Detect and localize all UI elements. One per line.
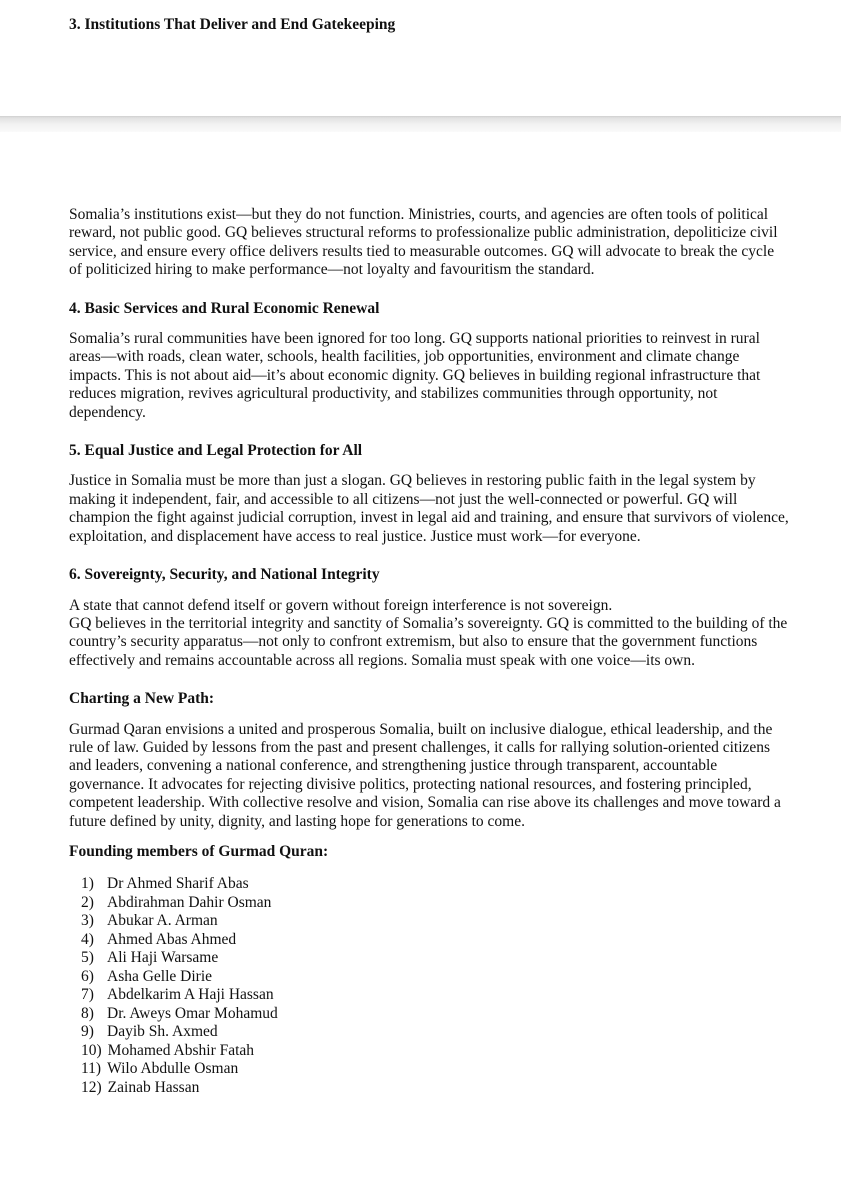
member-item	[81, 1005, 789, 1024]
member-name: Asha Gelle Dirie	[107, 967, 213, 985]
page-break-divider	[0, 116, 841, 132]
members-list	[69, 875, 789, 1097]
member-name: Abdelkarim A Haji Hassan	[107, 986, 274, 1004]
section-6-heading: 6. Sovereignty, Security, and National Integrity	[69, 566, 380, 584]
member-name: Zainab Hassan	[107, 1078, 200, 1096]
member-name: Wilo Abdulle Osman	[107, 1060, 239, 1078]
member-name: Ali Haji Warsame	[107, 949, 219, 967]
member-number: 12)	[81, 1078, 102, 1096]
member-item	[81, 1023, 789, 1042]
member-number: 9)	[81, 1023, 94, 1041]
member-name: Abukar A. Arman	[107, 912, 218, 930]
member-number: 4)	[81, 930, 94, 948]
section-5-body: Justice in Somalia must be more than just a slogan. GQ believes in restoring public faith in the legal system by making it independent, fair, and accessible to all citizens—not just the well-connected or powerful. GQ will champion the fight against judicial corruption, invest in legal aid and training, and ensure that survivors of violence, exploitation, and displacement have access to real justice. Justice must work—for everyone.	[69, 472, 789, 545]
member-name: Dr Ahmed Sharif Abas	[107, 875, 249, 893]
member-item	[81, 986, 789, 1005]
member-number: 7)	[81, 986, 94, 1004]
member-name: Ahmed Abas Ahmed	[107, 930, 237, 948]
section-4-body: Somalia’s rural communities have been ignored for too long. GQ supports national priorities to reinvest in rural areas—with roads, clean water, schools, health facilities, job opportunities, environment and climate change impacts. This is not about aid—it’s about economic dignity. GQ believes in building regional infrastructure that reduces migration, revives agricultural productivity, and stabilizes communities through opportunity, not dependency.	[69, 330, 761, 421]
page-content	[69, 206, 789, 1097]
member-item	[81, 949, 789, 968]
section-3-body: Somalia’s institutions exist—but they do not function. Ministries, courts, and agencies are often tools of political reward, not public good. GQ believes structural reforms to professionalize public administration, depoliticize civil service, and ensure every office delivers results tied to measurable outcomes. GQ will advocate to break the cycle of politicized hiring to make performance—not loyalty and favouritism the standard.	[69, 206, 778, 279]
member-item	[81, 875, 789, 894]
section-6-body-line2: GQ believes in the territorial integrity and sanctity of Somalia’s sovereignty. GQ is committed to the building of the country’s security apparatus—not only to confront extremism, but also to ensure that the government functions effectively and remains accountable across all regions. Somalia must speak with one voice—its own.	[69, 614, 788, 669]
members-heading: Founding members of Gurmad Quran:	[69, 842, 329, 860]
member-number: 2)	[81, 893, 94, 911]
charting-heading: Charting a New Path:	[69, 690, 215, 708]
member-name: Abdirahman Dahir Osman	[107, 893, 272, 911]
section-4-heading: 4. Basic Services and Rural Economic Renewal	[69, 299, 380, 317]
member-item	[81, 1042, 789, 1061]
member-number: 6)	[81, 967, 94, 985]
previous-page	[0, 0, 841, 118]
member-item	[81, 1060, 789, 1079]
member-name: Mohamed Abshir Fatah	[107, 1041, 255, 1059]
member-number: 1)	[81, 875, 94, 893]
member-number: 10)	[81, 1041, 102, 1059]
member-name: Dr. Aweys Omar Mohamud	[107, 1004, 278, 1022]
member-item	[81, 1079, 789, 1098]
member-number: 3)	[81, 912, 94, 930]
document-page	[0, 132, 841, 1200]
charting-body: Gurmad Qaran envisions a united and prosperous Somalia, built on inclusive dialogue, ethical leadership, and the rule of law. Guided by lessons from the past and present challenges, it calls for rallying solution-oriented citizens and leaders, convening a national conference, and strengthening justice through transparent, accountable governance. It advocates for rejecting divisive politics, protecting national resources, and fostering principled, competent leadership. With collective resolve and vision, Somalia can rise above its challenges and move toward a future defined by unity, dignity, and lasting hope for generations to come.	[69, 720, 781, 830]
section-6-body-line1: A state that cannot defend itself or govern without foreign interference is not sovereign.	[69, 596, 613, 614]
member-item	[81, 912, 789, 931]
member-item	[81, 931, 789, 950]
member-item	[81, 894, 789, 913]
member-name: Dayib Sh. Axmed	[107, 1023, 218, 1041]
member-item	[81, 968, 789, 987]
section-5-heading: 5. Equal Justice and Legal Protection for All	[69, 442, 363, 460]
member-number: 5)	[81, 949, 94, 967]
member-number: 8)	[81, 1004, 94, 1022]
section-3-heading: 3. Institutions That Deliver and End Gatekeeping	[69, 16, 396, 33]
member-number: 11)	[81, 1060, 102, 1078]
